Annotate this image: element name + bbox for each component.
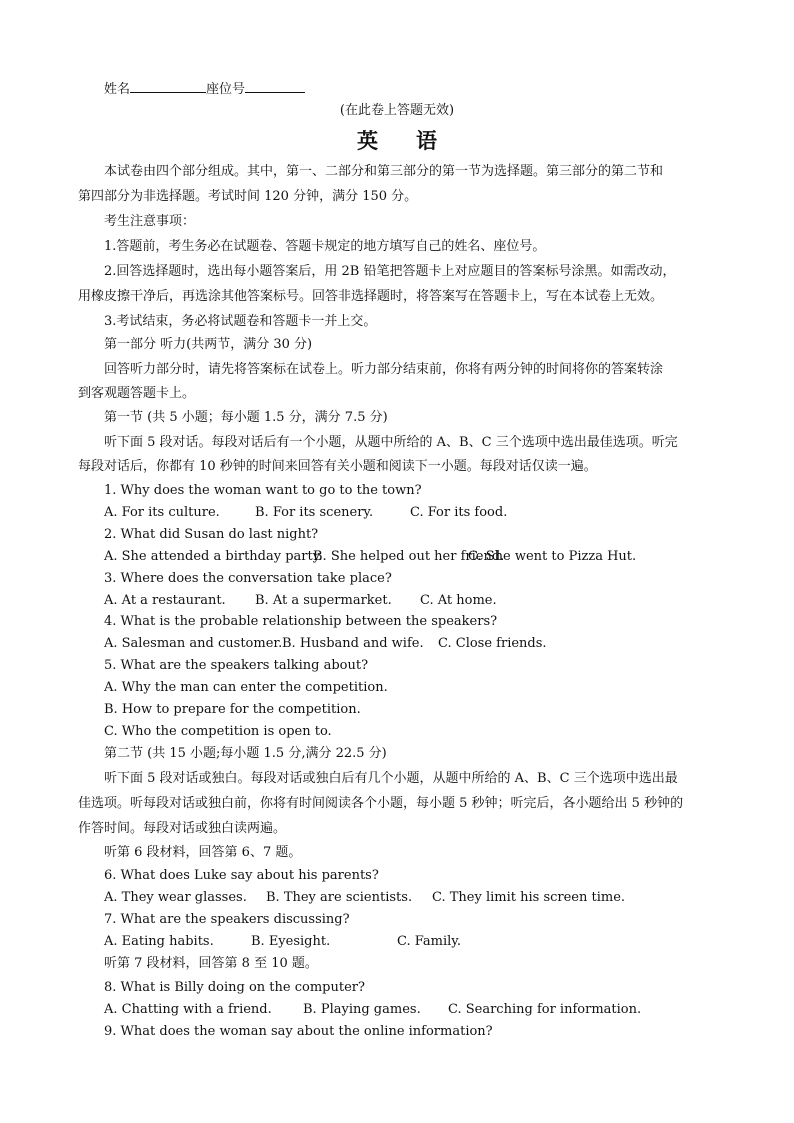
section1-desc-2: 每段对话后，你都有 10 秒钟的时间来回答有关小题和阅读下一小题。每段对话仅读一遍。	[78, 459, 597, 474]
notice-item-2a: 2.回答选择题时，选出每小题答案后，用 2B 铅笔把答题卡上对应题目的答案标号涂黑。如需改动，	[104, 264, 676, 279]
q2-option-c: C. She went to Pizza Hut.	[468, 549, 637, 564]
name-label: 姓名	[104, 82, 131, 97]
section2-desc-1: 听下面 5 段对话或独白。每段对话或独白后有几个小题，从题中所给的 A、B、C 三个选项中选出最	[104, 771, 678, 786]
page-title: 英语	[357, 129, 475, 153]
q6-option-c: C. They limit his screen time.	[432, 890, 626, 905]
question-1: 1. Why does the woman want to go to the town?	[104, 483, 422, 498]
q6-option-b: B. They are scientists.	[266, 890, 413, 905]
q7-option-a: A. Eating habits.	[104, 934, 214, 949]
seat-blank	[245, 79, 305, 93]
material-7-heading: 听第 7 段材料，回答第 8 至 10 题。	[104, 956, 318, 971]
question-9: 9. What does the woman say about the online information?	[104, 1024, 493, 1039]
q2-option-a: A. She attended a birthday party.	[104, 549, 323, 564]
q5-option-c: C. Who the competition is open to.	[104, 724, 332, 739]
material-6-heading: 听第 6 段材料，回答第 6、7 题。	[104, 845, 302, 860]
q6-option-a: A. They wear glasses.	[104, 890, 247, 905]
part1-desc-2: 到客观题答题卡上。	[78, 386, 196, 401]
q8-option-a: A. Chatting with a friend.	[104, 1002, 272, 1017]
question-6: 6. What does Luke say about his parents?	[104, 868, 379, 883]
q7-option-b: B. Eyesight.	[251, 934, 331, 949]
q2-option-b: B. She helped out her friend.	[313, 549, 505, 564]
question-4: 4. What is the probable relationship between the speakers?	[104, 614, 498, 629]
q5-option-b: B. How to prepare for the competition.	[104, 702, 361, 717]
intro-line-1: 本试卷由四个部分组成。其中，第一、二部分和第三部分的第一节为选择题。第三部分的第二节和	[104, 164, 664, 179]
q4-option-a: A. Salesman and customer.	[104, 636, 283, 651]
section2-desc-3: 作答时间。每段对话或独白读两遍。	[78, 821, 287, 836]
question-8: 8. What is Billy doing on the computer?	[104, 980, 365, 995]
question-2: 2. What did Susan do last night?	[104, 527, 319, 542]
q4-option-b: B. Husband and wife.	[282, 636, 424, 651]
q1-option-a: A. For its culture.	[104, 505, 220, 520]
notice-item-2b: 用橡皮擦干净后，再选涂其他答案标号。回答非选择题时，将答案写在答题卡上，写在本试卷上无效。	[78, 289, 664, 304]
section2-desc-2: 佳选项。听每段对话或独白前，你将有时间阅读各个小题，每小题 5 秒钟；听完后，各小题给出 5 秒钟的	[78, 796, 684, 811]
question-7: 7. What are the speakers discussing?	[104, 912, 350, 927]
q3-option-b: B. At a supermarket.	[255, 593, 392, 608]
q8-option-c: C. Searching for information.	[448, 1002, 642, 1017]
q1-option-b: B. For its scenery.	[255, 505, 374, 520]
question-3: 3. Where does the conversation take place?	[104, 571, 392, 586]
part1-heading: 第一部分 听力(共两节，满分 30 分)	[104, 337, 313, 352]
q3-option-a: A. At a restaurant.	[104, 593, 226, 608]
name-seat-line	[104, 79, 305, 98]
notice-item-3: 3.考试结束，务必将试题卷和答题卡一并上交。	[104, 314, 377, 329]
intro-line-2: 第四部分为非选择题。考试时间 120 分钟，满分 150 分。	[78, 189, 418, 204]
q4-option-c: C. Close friends.	[438, 636, 547, 651]
part1-desc-1: 回答听力部分时，请先将答案标在试卷上。听力部分结束前，你将有两分钟的时间将你的答案转涂	[104, 362, 664, 377]
section1-heading: 第一节 (共 5 小题；每小题 1.5 分，满分 7.5 分)	[104, 410, 388, 425]
q5-option-a: A. Why the man can enter the competition.	[104, 680, 388, 695]
invalid-note: (在此卷上答题无效)	[339, 103, 455, 118]
notice-item-1: 1.答题前，考生务必在试题卷、答题卡规定的地方填写自己的姓名、座位号。	[104, 239, 546, 254]
section1-desc-1: 听下面 5 段对话。每段对话后有一个小题，从题中所给的 A、B、C 三个选项中选出最佳选项。听完	[104, 435, 678, 450]
q3-option-c: C. At home.	[420, 593, 497, 608]
question-5: 5. What are the speakers talking about?	[104, 658, 369, 673]
section2-heading: 第二节 (共 15 小题;每小题 1.5 分,满分 22.5 分)	[104, 746, 387, 761]
notice-heading: 考生注意事项：	[104, 214, 196, 229]
seat-label: 座位号	[206, 82, 246, 97]
q7-option-c: C. Family.	[397, 934, 462, 949]
name-blank	[130, 79, 206, 93]
q8-option-b: B. Playing games.	[303, 1002, 421, 1017]
q1-option-c: C. For its food.	[410, 505, 508, 520]
